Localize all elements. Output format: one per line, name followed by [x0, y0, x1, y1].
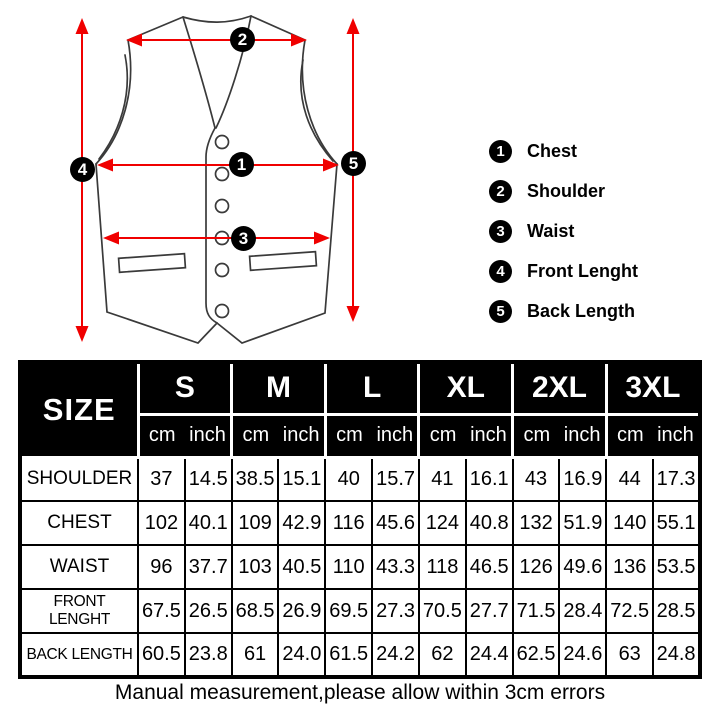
legend-num-badge: 2 [489, 180, 512, 203]
row-label-front-length: FRONT LENGHT [20, 589, 138, 633]
marker-shoulder: 2 [230, 27, 255, 52]
size-value-cell: 16.1 [466, 457, 513, 501]
left-pocket [119, 254, 186, 273]
right-panel-edge [217, 164, 337, 343]
row-label-back-length: BACK LENGTH [20, 633, 138, 677]
marker-waist: 3 [231, 226, 256, 251]
row-label-shoulder: SHOULDER [20, 457, 138, 501]
size-value-cell: 17.3 [653, 457, 700, 501]
units-header-m [232, 414, 326, 457]
size-value-cell: 40.8 [466, 501, 513, 545]
units-header-xl [419, 414, 513, 457]
size-value-cell: 27.7 [466, 589, 513, 633]
legend-label: Back Length [527, 301, 636, 321]
size-value-cell: 24.2 [372, 633, 419, 677]
size-table [18, 360, 702, 679]
legend-label: Front Lenght [527, 261, 638, 281]
measurement-legend [489, 140, 638, 323]
size-col-s: S [138, 362, 232, 414]
size-value-cell: 40.5 [278, 545, 325, 589]
unit-inch-label: inch [282, 424, 320, 446]
right-armhole [302, 40, 337, 164]
size-value-cell: 61 [232, 633, 279, 677]
size-value-cell: 70.5 [419, 589, 466, 633]
table-row-front-length [20, 589, 700, 633]
unit-inch-label: inch [470, 424, 507, 446]
size-value-cell: 124 [419, 501, 466, 545]
units-header-s [138, 414, 232, 457]
units-header-l [325, 414, 419, 457]
size-value-cell: 43.3 [372, 545, 419, 589]
legend-label: Shoulder [527, 181, 606, 201]
unit-cm-label: cm [617, 424, 644, 446]
size-value-cell: 38.5 [232, 457, 279, 501]
marker-front-length: 4 [70, 157, 95, 182]
size-value-cell: 28.5 [653, 589, 700, 633]
size-value-cell: 140 [606, 501, 653, 545]
legend-num-badge: 5 [489, 300, 512, 323]
size-value-cell: 23.8 [185, 633, 232, 677]
unit-inch-label: inch [657, 424, 694, 446]
legend-num-badge: 4 [489, 260, 512, 283]
size-value-cell: 46.5 [466, 545, 513, 589]
units-header-3xl [606, 414, 700, 457]
unit-cm-label: cm [148, 424, 176, 446]
size-value-cell: 26.5 [185, 589, 232, 633]
size-value-cell: 62 [419, 633, 466, 677]
vest-outline [96, 16, 337, 343]
measurement-arrows [76, 18, 360, 342]
size-value-cell: 62.5 [513, 633, 560, 677]
legend-item-waist [489, 220, 638, 243]
size-value-cell: 68.5 [232, 589, 279, 633]
size-col-3xl: 3XL [606, 362, 700, 414]
button [216, 136, 229, 149]
size-value-cell: 40 [325, 457, 372, 501]
size-value-cell: 15.1 [278, 457, 325, 501]
size-value-cell: 40.1 [185, 501, 232, 545]
size-value-cell: 109 [232, 501, 279, 545]
left-panel-edge [96, 164, 217, 343]
size-value-cell: 132 [513, 501, 560, 545]
button [216, 168, 229, 181]
row-label-chest: CHEST [20, 501, 138, 545]
right-pocket [250, 252, 317, 271]
units-header-2xl [513, 414, 607, 457]
size-value-cell: 43 [513, 457, 560, 501]
button [216, 200, 229, 213]
measurement-disclaimer: Manual measurement,please allow within 3cm errors [114, 681, 606, 704]
button [216, 264, 229, 277]
legend-label: Waist [527, 221, 575, 241]
size-value-cell: 26.9 [278, 589, 325, 633]
vest-measurement-diagram [0, 0, 470, 355]
legend-item-chest [489, 140, 638, 163]
size-value-cell: 72.5 [606, 589, 653, 633]
table-row-back-length [20, 633, 700, 677]
unit-cm-label: cm [429, 424, 457, 446]
size-value-cell: 55.1 [653, 501, 700, 545]
size-col-xl: XL [419, 362, 513, 414]
size-value-cell: 41 [419, 457, 466, 501]
size-value-cell: 126 [513, 545, 560, 589]
size-value-cell: 63 [606, 633, 653, 677]
unit-inch-label: inch [189, 424, 226, 446]
size-col-m: M [232, 362, 326, 414]
marker-back-length: 5 [341, 151, 366, 176]
size-value-cell: 60.5 [138, 633, 185, 677]
size-value-cell: 15.7 [372, 457, 419, 501]
size-value-cell: 27.3 [372, 589, 419, 633]
size-value-cell: 61.5 [325, 633, 372, 677]
size-value-cell: 45.6 [372, 501, 419, 545]
legend-item-front-length [489, 260, 638, 283]
left-neckline-placket [183, 17, 217, 323]
row-label-waist: WAIST [20, 545, 138, 589]
size-value-cell: 37.7 [185, 545, 232, 589]
right-armhole-inner [301, 60, 333, 161]
legend-num-badge: 3 [489, 220, 512, 243]
size-value-cell: 28.4 [559, 589, 606, 633]
size-value-cell: 71.5 [513, 589, 560, 633]
unit-inch-label: inch [376, 424, 414, 446]
size-value-cell: 42.9 [278, 501, 325, 545]
size-col-2xl: 2XL [513, 362, 607, 414]
size-value-cell: 69.5 [325, 589, 372, 633]
collar-line [183, 16, 251, 22]
size-value-cell: 67.5 [138, 589, 185, 633]
marker-chest: 1 [229, 152, 254, 177]
table-row-chest [20, 501, 700, 545]
size-value-cell: 116 [325, 501, 372, 545]
size-value-cell: 37 [138, 457, 185, 501]
size-value-cell: 118 [419, 545, 466, 589]
size-value-cell: 14.5 [185, 457, 232, 501]
button [216, 305, 229, 318]
buttons [216, 136, 229, 318]
size-value-cell: 49.6 [559, 545, 606, 589]
left-armhole-inner [99, 55, 127, 159]
legend-item-shoulder [489, 180, 638, 203]
size-value-cell: 24.0 [278, 633, 325, 677]
size-corner-header: SIZE [20, 362, 138, 457]
legend-item-back-length [489, 300, 638, 323]
size-value-cell: 53.5 [653, 545, 700, 589]
size-value-cell: 24.8 [653, 633, 700, 677]
legend-label: Chest [527, 141, 578, 161]
size-value-cell: 110 [325, 545, 372, 589]
size-value-cell: 44 [606, 457, 653, 501]
unit-inch-label: inch [563, 424, 601, 446]
size-value-cell: 51.9 [559, 501, 606, 545]
shoulder-arrow [126, 34, 307, 47]
size-value-cell: 24.6 [559, 633, 606, 677]
legend-num-badge: 1 [489, 140, 512, 163]
size-value-cell: 102 [138, 501, 185, 545]
size-value-cell: 96 [138, 545, 185, 589]
size-value-cell: 16.9 [559, 457, 606, 501]
unit-cm-label: cm [523, 424, 551, 446]
size-value-cell: 136 [606, 545, 653, 589]
table-row-waist [20, 545, 700, 589]
size-col-l: L [325, 362, 419, 414]
unit-cm-label: cm [242, 424, 270, 446]
size-value-cell: 103 [232, 545, 279, 589]
unit-cm-label: cm [336, 424, 363, 446]
table-row-shoulder [20, 457, 700, 501]
size-value-cell: 24.4 [466, 633, 513, 677]
